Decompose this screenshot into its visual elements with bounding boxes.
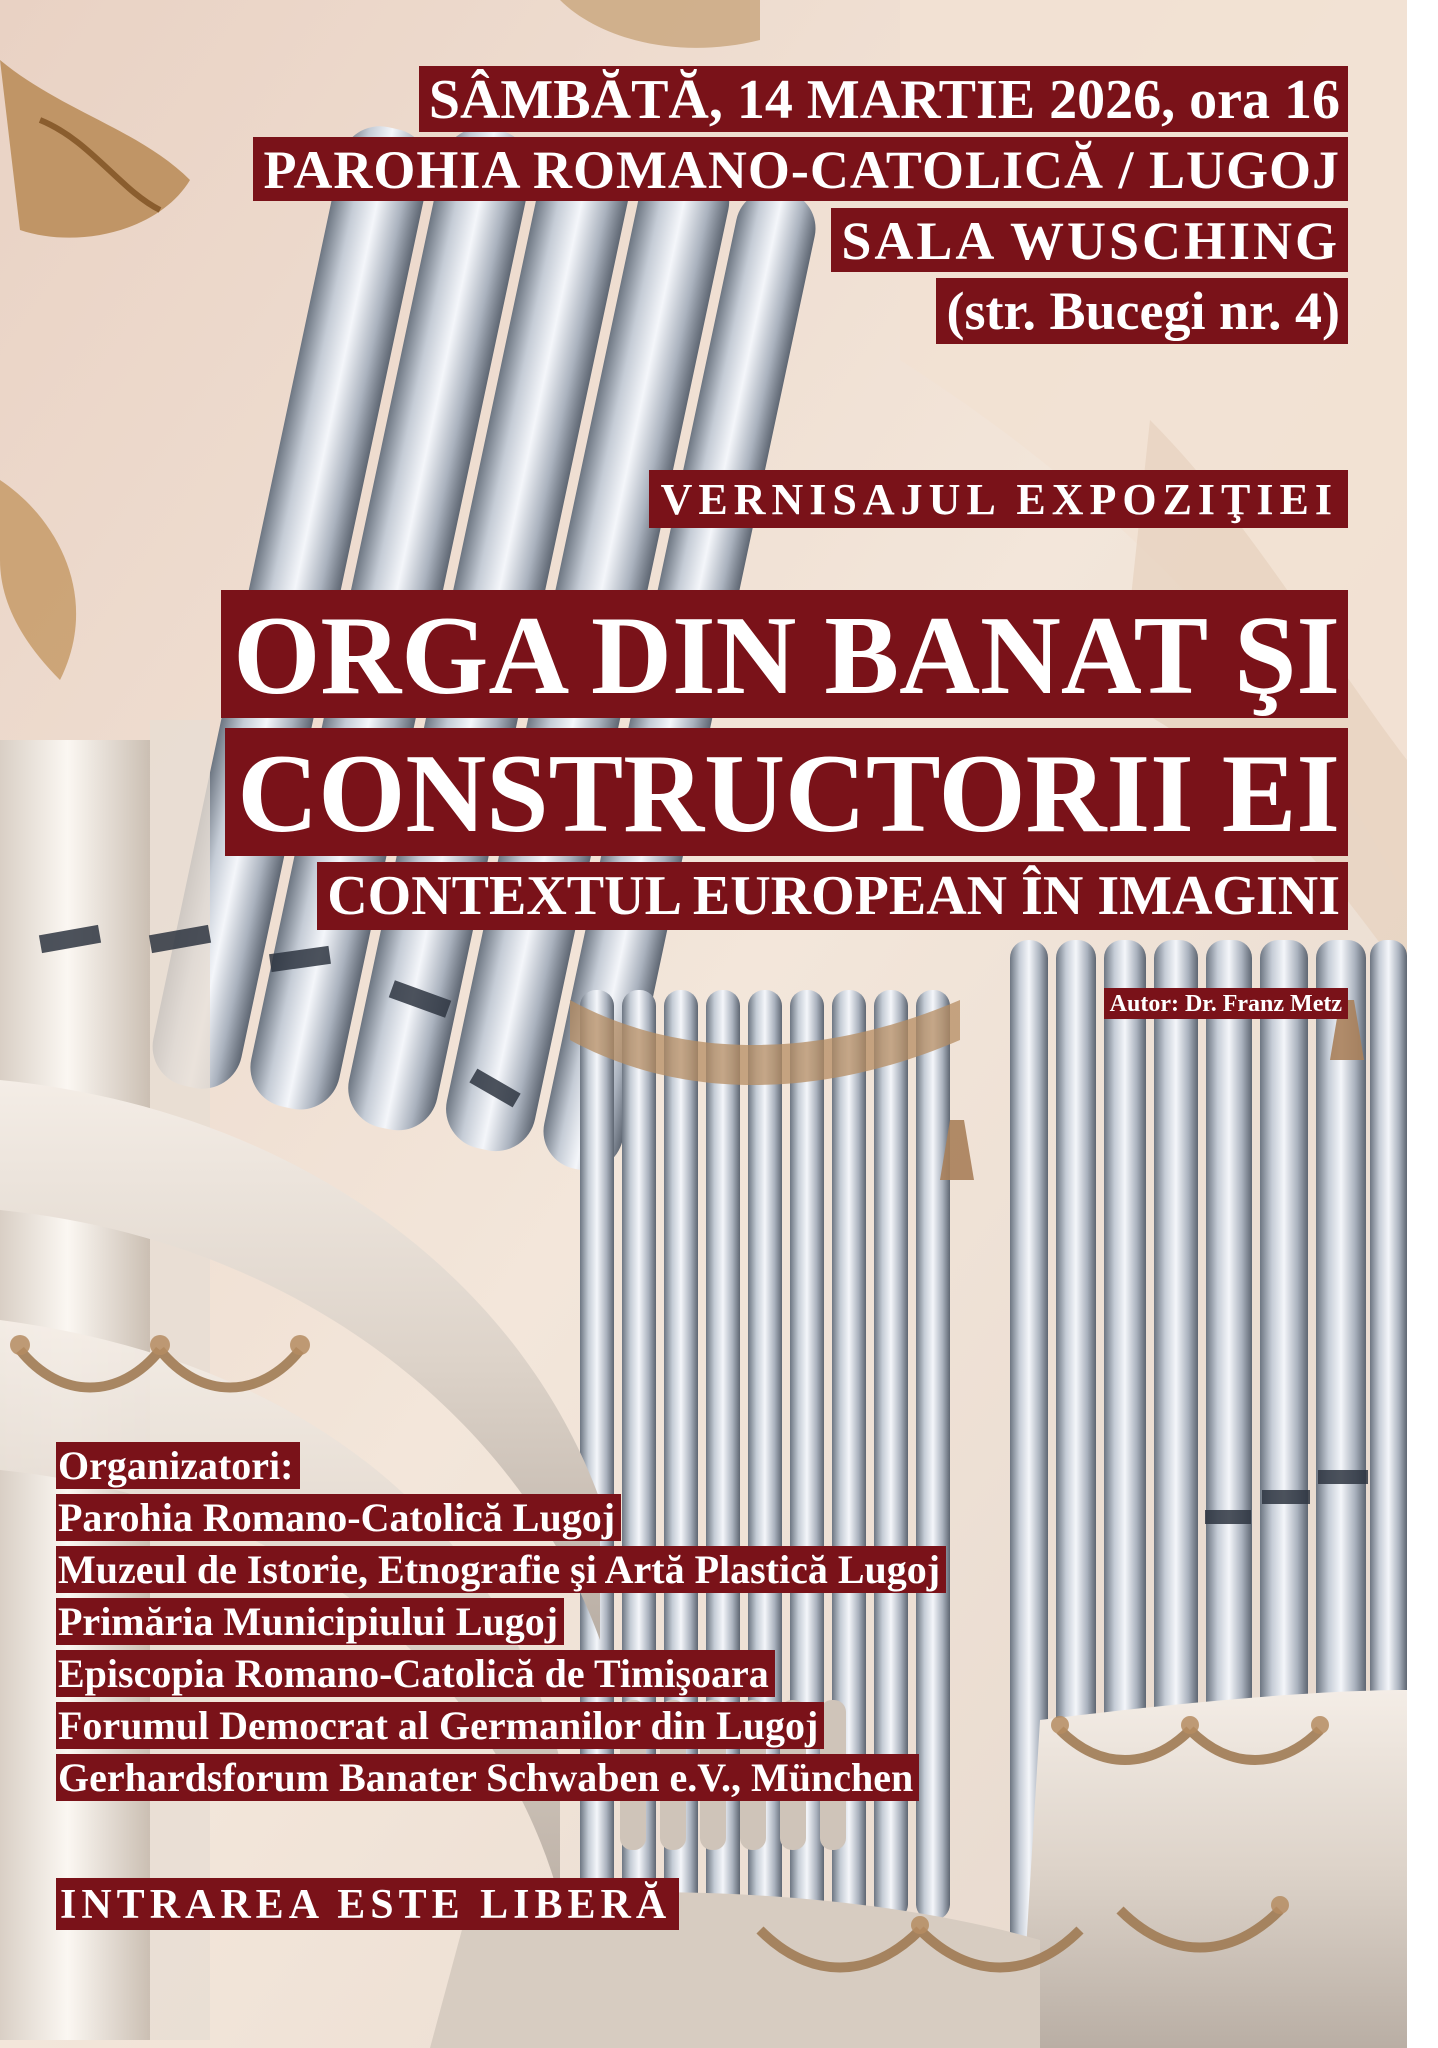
organizers-heading: Organizatori:	[56, 1442, 300, 1489]
exhibition-author: Autor: Dr. Franz Metz	[1104, 988, 1348, 1019]
exhibition-subtitle: CONTEXTUL EUROPEAN ÎN IMAGINI	[317, 862, 1348, 930]
event-address: (str. Bucegi nr. 4)	[936, 278, 1348, 344]
organizer-item: Gerhardsforum Banater Schwaben e.V., München	[56, 1754, 919, 1801]
event-hall: SALA WUSCHING	[831, 208, 1348, 272]
page-margin	[1407, 0, 1438, 2048]
organizer-item: Parohia Romano-Catolică Lugoj	[56, 1494, 621, 1541]
free-entry-note: INTRAREA ESTE LIBERĂ	[56, 1878, 679, 1930]
exhibition-title-line-2: CONSTRUCTORII EI	[225, 728, 1348, 856]
organizer-item: Episcopia Romano-Catolică de Timişoara	[56, 1650, 775, 1697]
organizer-item: Forumul Democrat al Germanilor din Lugoj	[56, 1702, 824, 1749]
exhibition-title-line-1: ORGA DIN BANAT ŞI	[221, 590, 1348, 718]
organizer-item: Muzeul de Istorie, Etnografie şi Artă Plastică Lugoj	[56, 1546, 946, 1593]
event-place: PAROHIA ROMANO-CATOLICĂ / LUGOJ	[253, 137, 1348, 201]
event-date: SÂMBĂTĂ, 14 MARTIE 2026, ora 16	[419, 66, 1348, 132]
organizer-item: Primăria Municipiului Lugoj	[56, 1598, 564, 1645]
exhibition-label: VERNISAJUL EXPOZIŢIEI	[649, 470, 1348, 528]
